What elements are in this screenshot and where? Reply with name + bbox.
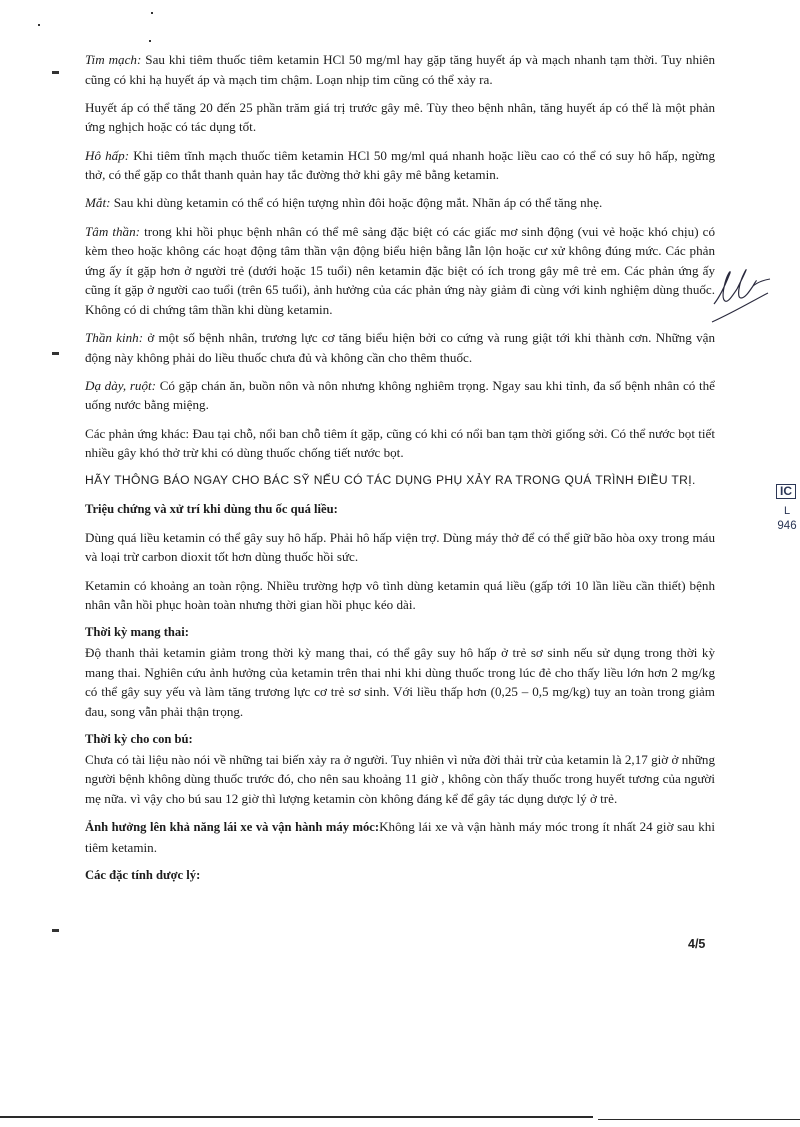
scan-mark	[52, 352, 59, 355]
label-tam-than: Tâm thần:	[85, 223, 140, 239]
paragraph-tam-than	[85, 222, 715, 320]
label-da-day: Dạ dày, ruột:	[85, 377, 157, 393]
scan-mark	[52, 71, 59, 74]
signature-stroke	[737, 270, 756, 298]
text-tam-than: trong khi hồi phục bệnh nhân có thể mê sảng đặc biệt có các giấc mơ sinh động (vui vẻ hoặc khó chịu) có kèm theo hoặc không các hoạt động tâm thần vận động biểu hiện bằng lẫn lộn hoặc cư xử không đúng mức. Các phản ứng ấy ít gặp hơn ở người trẻ (dưới hoặc 15 tuổi) nên ketamin đặc biệt có ích trong gây mê trẻ em. Các phản ứng ấy cũng ít gặp ở người cao tuổi (trên 65 tuổi), ảnh hưởng của các phản ứng này giảm đi cùng với kinh nghiệm dùng thuốc. Không có di chứng tâm thần khi dùng ketamin.	[85, 223, 716, 317]
text-mat: Sau khi dùng ketamin có thể có hiện tượng nhìn đôi hoặc động mắt. Nhãn áp có thể tăng nhẹ.	[113, 195, 603, 211]
text-qua-lieu-1: Dùng quá liều ketamin có thể gây suy hô hấp. Phải hô hấp viện trợ. Dùng máy thở để có thể giữ bão hòa oxy trong máu và loại trừ carbon dioxit tốt hơn dùng thuốc hồi sức.	[85, 529, 715, 565]
scan-mark	[151, 12, 153, 14]
stamp-line-3: 946	[777, 520, 797, 532]
page-number: 4/5	[688, 937, 706, 951]
scan-mark	[149, 40, 151, 42]
signature-stroke	[714, 272, 737, 304]
stamp-line-1: IC	[776, 484, 796, 499]
paragraph-than-kinh	[85, 328, 715, 367]
document-body	[85, 50, 715, 894]
signature	[708, 266, 774, 326]
paragraph-tim-mach	[85, 50, 715, 89]
section-lai-xe	[85, 817, 715, 857]
stamp-line-2: L	[783, 505, 791, 517]
heading-mang-thai: Thời kỳ mang thai:	[85, 625, 189, 640]
scan-mark	[38, 24, 40, 26]
paragraph-ho-hap	[85, 146, 715, 185]
section-mang-thai	[85, 623, 715, 721]
label-tim-mach: Tim mạch:	[85, 52, 142, 67]
paragraph-qua-lieu-2	[85, 576, 715, 615]
paragraph-huyet-ap	[85, 98, 715, 137]
label-ho-hap: Hô hấp:	[85, 147, 130, 163]
text-cho-con-bu: Chưa có tài liệu nào nói về những tai biến xảy ra ở người. Tuy nhiên vì nửa đời thải trừ của ketamin là 2,17 giờ ở những người bệnh không dùng thuốc trước đó, cho nên sau khoảng 11 giờ , không còn thấy thuốc trong huyết tương của người mẹ nữa. vì vậy cho bú sau 12 giờ thì lượng ketamin còn không đáng kể để gây tác dụng dược lý ở trẻ.	[85, 751, 715, 806]
warning-notice: HÃY THÔNG BÁO NGAY CHO BÁC SỸ NẾU CÓ TÁC DỤNG PHỤ XẢY RA TRONG QUÁ TRÌNH ĐIỀU TRỊ.	[85, 473, 696, 488]
heading-cho-con-bu: Thời kỳ cho con bú:	[85, 731, 193, 746]
text-qua-lieu-2: Ketamin có khoảng an toàn rộng. Nhiều trường hợp vô tình dùng ketamin quá liều (gấp tới 10 lần liều cần thiết) bệnh nhân vẫn hồi phục hoàn toàn nhưng thời gian hồi phục kéo dài.	[85, 577, 715, 613]
section-cho-con-bu	[85, 730, 715, 808]
text-phan-ung-khac: Các phản ứng khác: Đau tại chỗ, nổi ban chỗ tiêm ít gặp, cũng có khi có nổi ban tạm thời giống sởi. Có thể nước bọt tiết nhiều gây khó thở trừ khi có dùng thuốc chống tiết nước bọt.	[85, 425, 715, 461]
label-mat: Mắt:	[85, 195, 111, 211]
text-mang-thai: Độ thanh thải ketamin giảm trong thời kỳ mang thai, có thể gây suy hô hấp ở trẻ sơ sinh nếu sử dụng trong thời kỳ mang thai. Nghiên cứu ảnh hưởng của ketamin trên thai nhi khi dùng thuốc trong lúc đẻ cho thấy liều lớn hơn 2 mg/kg có thể gây suy yếu và làm tăng trương lực cơ trẻ sơ sinh. Với liều thấp hơn (0,25 – 0,5 mg/kg) tuy an toàn trong giảm đau, song vẫn phải thận trọng.	[85, 644, 715, 719]
text-ho-hap: Khi tiêm tĩnh mạch thuốc tiêm ketamin HCl 50 mg/ml quá nhanh hoặc liều cao có thể có suy hô hấp, ngừng thở, có thể gặp co thắt thanh quản hay tắc đường thở khi gây mê bằng ketamin.	[85, 147, 716, 183]
bottom-rule	[0, 1116, 593, 1118]
paragraph-da-day	[85, 376, 715, 415]
text-than-kinh: ở một số bệnh nhân, trương lực cơ tăng biểu hiện bởi co cứng và rung giật tới khi thành cơn. Những vận động này không phải do liều thuốc chưa đủ và không cần cho thêm thuốc.	[85, 330, 715, 365]
heading-duoc-ly: Các đặc tính dược lý:	[85, 867, 201, 882]
label-than-kinh: Thần kinh:	[85, 330, 144, 346]
text-lai-xe: Không lái xe và vận hành máy móc trong ít nhất 24 giờ sau khi tiêm ketamin.	[85, 818, 715, 855]
section-duoc-ly	[85, 866, 715, 886]
text-tim-mach: Sau khi tiêm thuốc tiêm ketamin HCl 50 mg/ml hay gặp tăng huyết áp và mạch nhanh tạm thời. Tuy nhiên cũng có khi hạ huyết áp và mạch tim chậm. Loạn nhịp tim cũng có thể xảy ra.	[85, 52, 716, 87]
text-huyet-ap: Huyết áp có thể tăng 20 đến 25 phần trăm giá trị trước gây mê. Tùy theo bệnh nhân, tăng huyết áp có thể là một phản ứng nghịch hoặc có tác dụng tốt.	[85, 99, 715, 135]
paragraph-phan-ung-khac	[85, 424, 715, 463]
bottom-rule	[598, 1119, 800, 1120]
section-qua-lieu-heading	[85, 500, 715, 520]
heading-lai-xe: Ảnh hưởng lên khả năng lái xe và vận hành máy móc:	[85, 819, 380, 834]
heading-qua-lieu: Triệu chứng và xử trí khi dùng thu ốc quá liều:	[85, 501, 338, 516]
paragraph-qua-lieu-1	[85, 528, 715, 567]
text-da-day: Có gặp chán ăn, buồn nôn và nôn nhưng không nghiêm trọng. Ngay sau khi tỉnh, đa số bệnh nhân có thể uống nước bằng miệng.	[85, 377, 715, 413]
stamp	[774, 484, 800, 533]
paragraph-mat	[85, 193, 715, 213]
scan-mark	[52, 929, 59, 932]
